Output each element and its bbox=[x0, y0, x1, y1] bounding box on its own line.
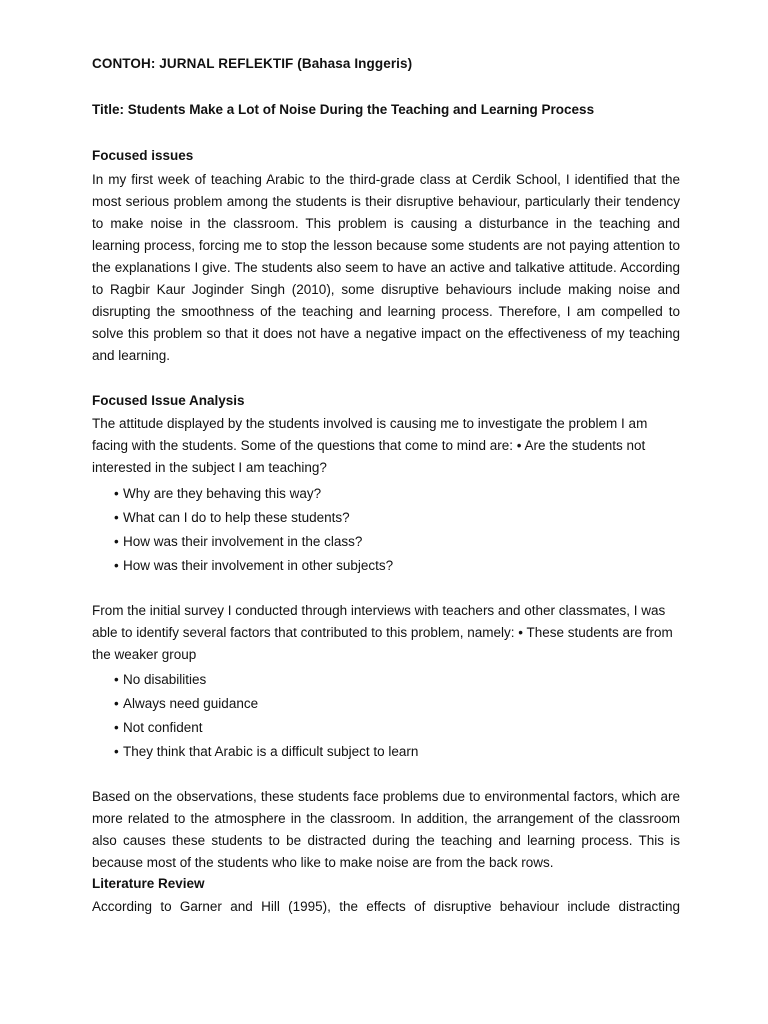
factor-text: No disabilities bbox=[123, 672, 207, 687]
document-header: CONTOH: JURNAL REFLEKTIF (Bahasa Inggeris) bbox=[92, 56, 413, 71]
observation-paragraph: Based on the observations, these students face problems due to environmental factors, which are more related to the atmosphere in the classroom. In addition, the arrangement of the classroom also causes these students to be distracted during the teaching and learning process. This is because most of the students who like to make noise are from the back rows. bbox=[92, 789, 680, 870]
question-text: What can I do to help these students? bbox=[123, 510, 350, 525]
factor-text: Not confident bbox=[123, 720, 203, 735]
analysis-intro-paragraph: The attitude displayed by the students involved is causing me to investigate the problem I am facing with the students. Some of the questions that come to mind are: • Are the students not interested in the subject I am teaching? bbox=[92, 416, 648, 475]
bullet-icon: • bbox=[114, 696, 119, 711]
bullet-icon: • bbox=[114, 558, 119, 573]
bullet-icon: • bbox=[114, 510, 119, 525]
list-item bbox=[114, 716, 418, 740]
literature-review-heading: Literature Review bbox=[92, 876, 205, 891]
factor-text: Always need guidance bbox=[123, 696, 259, 711]
question-text: How was their involvement in the class? bbox=[123, 534, 363, 549]
focused-issue-analysis-heading: Focused Issue Analysis bbox=[92, 393, 245, 408]
survey-paragraph: From the initial survey I conducted through interviews with teachers and other classmates, I was able to identify several factors that contributed to this problem, namely: • These students are from the weaker group bbox=[92, 603, 673, 662]
list-item bbox=[114, 530, 393, 554]
list-item bbox=[114, 506, 393, 530]
list-item bbox=[114, 668, 418, 692]
document-title: Title: Students Make a Lot of Noise During the Teaching and Learning Process bbox=[92, 102, 595, 117]
bullet-icon: • bbox=[114, 672, 119, 687]
question-text: Why are they behaving this way? bbox=[123, 486, 322, 501]
factors-list bbox=[114, 668, 418, 764]
focused-issues-paragraph: In my first week of teaching Arabic to the third-grade class at Cerdik School, I identified that the most serious problem among the students is their disruptive behaviour, particularly their tendency to make noise in the classroom. This problem is causing a disturbance in the teaching and learning process, forcing me to stop the lesson because some students are not paying attention to the explanations I give. The students also seem to have an active and talkative attitude. According to Ragbir Kaur Joginder Singh (2010), some disruptive behaviours include making noise and disrupting the smoothness of the teaching and learning process. Therefore, I am compelled to solve this problem so that it does not have a negative impact on the effectiveness of my teaching and learning. bbox=[92, 172, 680, 363]
list-item bbox=[114, 740, 418, 764]
list-item bbox=[114, 554, 393, 578]
list-item bbox=[114, 692, 418, 716]
bullet-icon: • bbox=[114, 486, 119, 501]
question-text: How was their involvement in other subjects? bbox=[123, 558, 394, 573]
questions-list bbox=[114, 482, 393, 578]
focused-issues-heading: Focused issues bbox=[92, 148, 194, 163]
bullet-icon: • bbox=[114, 720, 119, 735]
list-item bbox=[114, 482, 393, 506]
bullet-icon: • bbox=[114, 744, 119, 759]
factor-text: They think that Arabic is a difficult subject to learn bbox=[123, 744, 419, 759]
bullet-icon: • bbox=[114, 534, 119, 549]
literature-review-paragraph: According to Garner and Hill (1995), the effects of disruptive behaviour include distracting bbox=[92, 899, 680, 914]
